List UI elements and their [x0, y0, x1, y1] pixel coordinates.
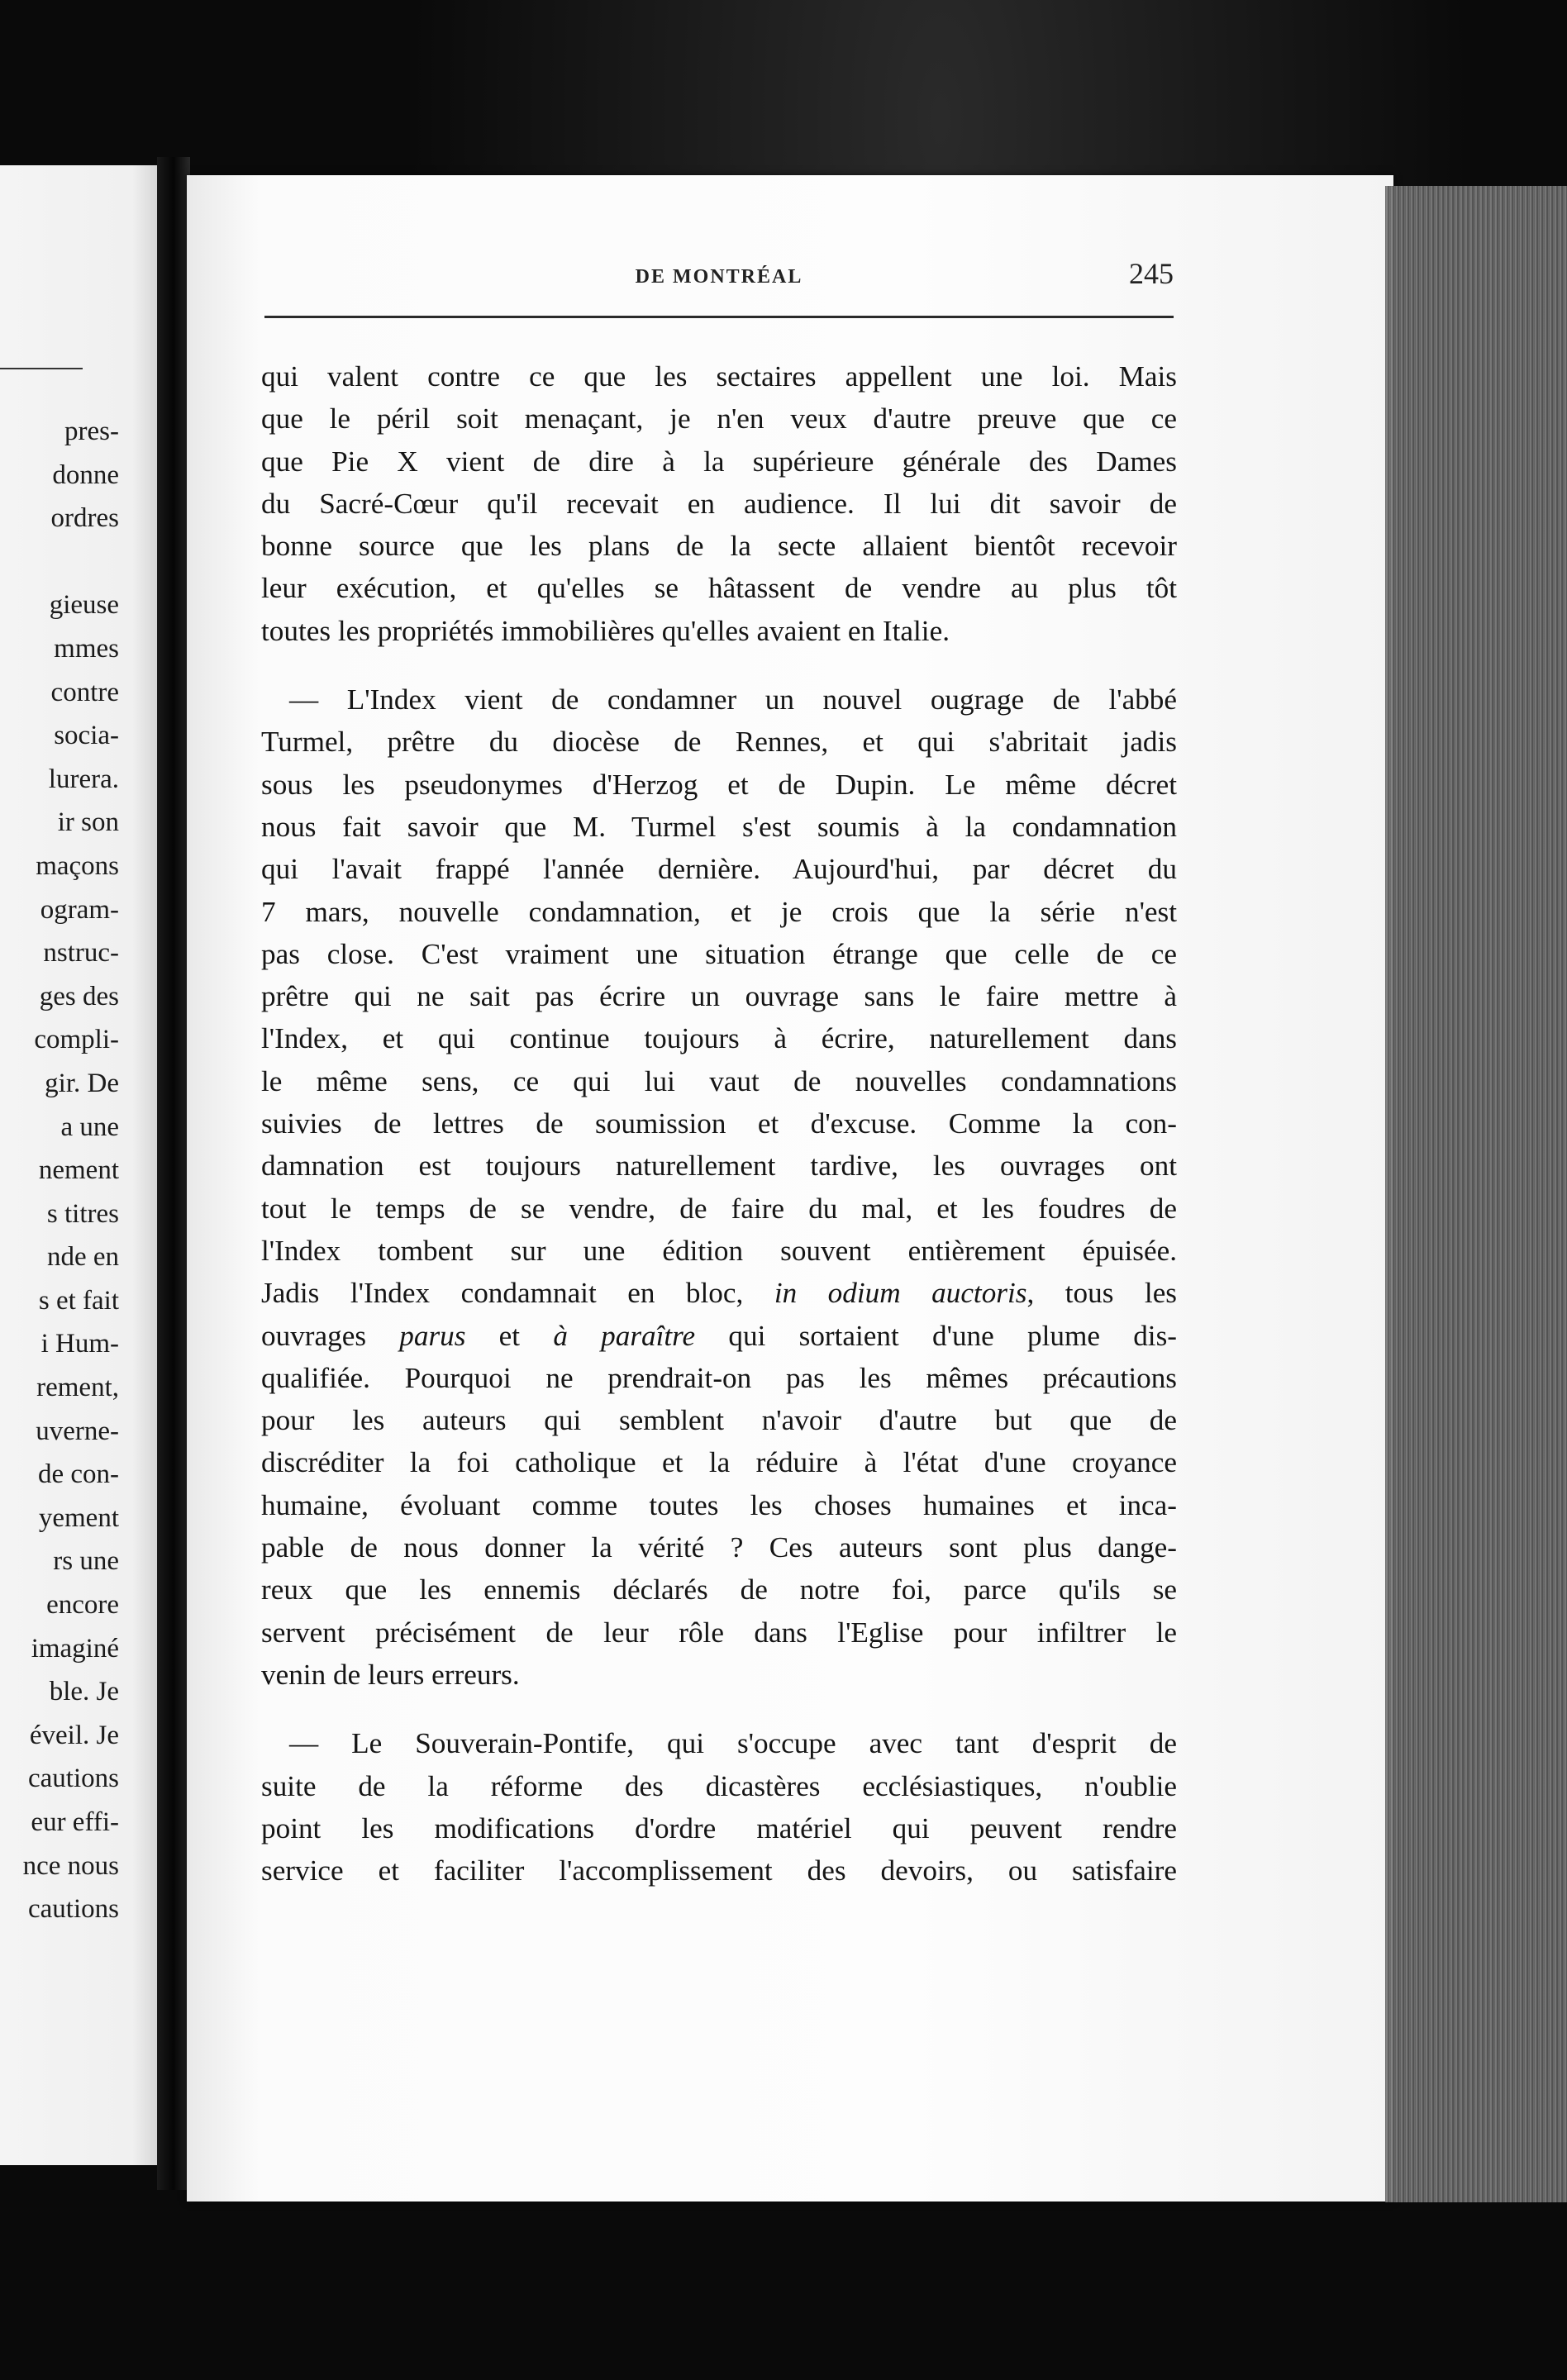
text-line: point les modifications d'ordre matériel qui peuvent rendre — [261, 1811, 1177, 1844]
text-line: Turmel, prêtre du diocèse de Rennes, et qui s'abritait jadis — [261, 726, 1177, 759]
text-line: l'Index tombent sur une édition souvent entièrement épuisée. — [261, 1234, 1177, 1267]
previous-page-line: mmes — [54, 633, 119, 664]
text-line: leur exécution, et qu'elles se hâtassent de vendre au plus tôt — [261, 572, 1177, 605]
previous-page-line: gir. De — [45, 1068, 119, 1098]
text-line: reux que les ennemis déclarés de notre foi, parce qu'ils se — [261, 1573, 1177, 1606]
previous-page-edge — [0, 165, 165, 2165]
paragraph-gap — [261, 1696, 1177, 1722]
text-line: venin de leurs erreurs. — [261, 1658, 520, 1691]
previous-page-line: i Hum- — [40, 1329, 119, 1359]
text-line: nous fait savoir que M. Turmel s'est soumis à la condamnation — [261, 810, 1177, 843]
previous-page-line: ble. Je — [49, 1677, 119, 1707]
previous-page-line: nde en — [46, 1242, 119, 1273]
previous-page-line: a une — [60, 1111, 119, 1142]
text-line: le même sens, ce qui lui vaut de nouvelles condamnations — [261, 1064, 1177, 1097]
text-line: qualifiée. Pourquoi ne prendrait-on pas les mêmes précautions — [261, 1361, 1177, 1394]
text-line: qui l'avait frappé l'année dernière. Aujourd'hui, par décret du — [261, 853, 1177, 886]
text-line: toutes les propriétés immobilières qu'elles avaient en Italie. — [261, 614, 950, 647]
text-line: bonne source que les plans de la secte allaient bientôt recevoir — [261, 530, 1177, 563]
previous-page-text — [23, 410, 119, 1931]
paragraph — [261, 355, 1177, 652]
previous-page-line: nstruc- — [43, 938, 119, 969]
text-line: service et faciliter l'accomplissement des devoirs, ou satisfaire — [261, 1854, 1177, 1887]
previous-page-line: ir son — [57, 807, 119, 838]
previous-page-line: pres- — [64, 416, 119, 446]
previous-page-line: nement — [38, 1155, 119, 1186]
previous-page-line: gieuse — [49, 590, 119, 621]
text-line: discréditer la foi catholique et la réduire à l'état d'une croyance — [261, 1446, 1177, 1479]
previous-page-line: s et fait — [38, 1285, 119, 1316]
running-title: DE MONTRÉAL — [635, 266, 803, 288]
previous-page-line: ordres — [50, 503, 119, 534]
previous-page-line: cautions — [28, 1764, 119, 1794]
previous-page-line: cautions — [28, 1894, 119, 1925]
text-line: pas close. C'est vraiment une situation étrange que celle de ce — [261, 937, 1177, 970]
previous-page-line: imaginé — [31, 1633, 119, 1664]
text-line: que le péril soit menaçant, je n'en veux d'autre preuve que ce — [261, 402, 1177, 436]
previous-page-line: uverne- — [36, 1416, 119, 1446]
previous-page-rule — [0, 368, 83, 369]
text-line: pable de nous donner la vérité ? Ces auteurs sont plus dange- — [261, 1531, 1177, 1564]
text-line: humaine, évoluant comme toutes les choses humaines et inca- — [261, 1488, 1177, 1521]
previous-page-line: eur effi- — [31, 1807, 119, 1837]
previous-page-line: yement — [38, 1502, 119, 1533]
text-line: Jadis l'Index condamnait en bloc, in odium auctoris, tous les — [261, 1277, 1178, 1310]
previous-page-line: socia- — [54, 721, 119, 751]
previous-page-line: nce nous — [22, 1850, 119, 1881]
page-stack-edge — [1385, 186, 1567, 2202]
text-line: qui valent contre ce que les sectaires appellent une loi. Mais — [261, 360, 1177, 393]
paragraph-gap — [261, 652, 1177, 678]
previous-page-line: de con- — [37, 1459, 119, 1490]
paragraph — [261, 1722, 1177, 1892]
text-line: sous les pseudonymes d'Herzog et de Dupin. Le même décret — [261, 768, 1177, 801]
previous-page-line: donne — [52, 459, 119, 490]
previous-page-line: rement, — [36, 1373, 119, 1403]
text-line: — Le Souverain-Pontife, qui s'occupe avec tant d'esprit de — [289, 1727, 1177, 1760]
text-line: ouvrages parus et à paraître qui sortaient d'une plume dis- — [261, 1319, 1177, 1352]
text-line: du Sacré-Cœur qu'il recevait en audience. Il lui dit savoir de — [261, 487, 1177, 520]
book-gutter — [157, 157, 190, 2190]
previous-page-line: rs une — [53, 1546, 119, 1577]
previous-page-line: contre — [50, 677, 119, 707]
previous-page-line: ges des — [39, 981, 119, 1011]
text-line: servent précisément de leur rôle dans l'Eglise pour infiltrer le — [261, 1616, 1177, 1649]
header-rule — [264, 316, 1174, 318]
previous-page-line: encore — [46, 1590, 119, 1621]
text-line: prêtre qui ne sait pas écrire un ouvrage sans le faire mettre à — [261, 980, 1177, 1013]
page-number: 245 — [1129, 257, 1174, 290]
text-line: que Pie X vient de dire à la supérieure générale des Dames — [261, 445, 1177, 478]
paragraph — [261, 678, 1177, 1696]
text-line: 7 mars, nouvelle condamnation, et je crois que la série n'est — [261, 895, 1177, 928]
previous-page-line — [23, 540, 119, 584]
text-line: damnation est toujours naturellement tardive, les ouvrages ont — [261, 1150, 1177, 1183]
previous-page-line: ogram- — [40, 894, 119, 925]
text-line: suivies de lettres de soumission et d'excuse. Comme la con- — [261, 1107, 1177, 1140]
previous-page-line: s titres — [46, 1198, 119, 1229]
page-header — [264, 248, 1174, 298]
text-line: l'Index, et qui continue toujours à écrire, naturellement dans — [261, 1022, 1177, 1055]
previous-page-line: éveil. Je — [29, 1720, 119, 1750]
text-line: pour les auteurs qui semblent n'avoir d'autre but que de — [261, 1404, 1177, 1437]
text-line: suite de la réforme des dicastères ecclésiastiques, n'oublie — [261, 1769, 1177, 1802]
text-line: — L'Index vient de condamner un nouvel ougrage de l'abbé — [289, 683, 1177, 716]
previous-page-line: lurera. — [48, 764, 119, 794]
previous-page-line: maçons — [36, 850, 119, 881]
body-text — [261, 355, 1177, 1892]
text-line: tout le temps de se vendre, de faire du mal, et les foudres de — [261, 1192, 1177, 1225]
previous-page-line: compli- — [34, 1025, 119, 1055]
